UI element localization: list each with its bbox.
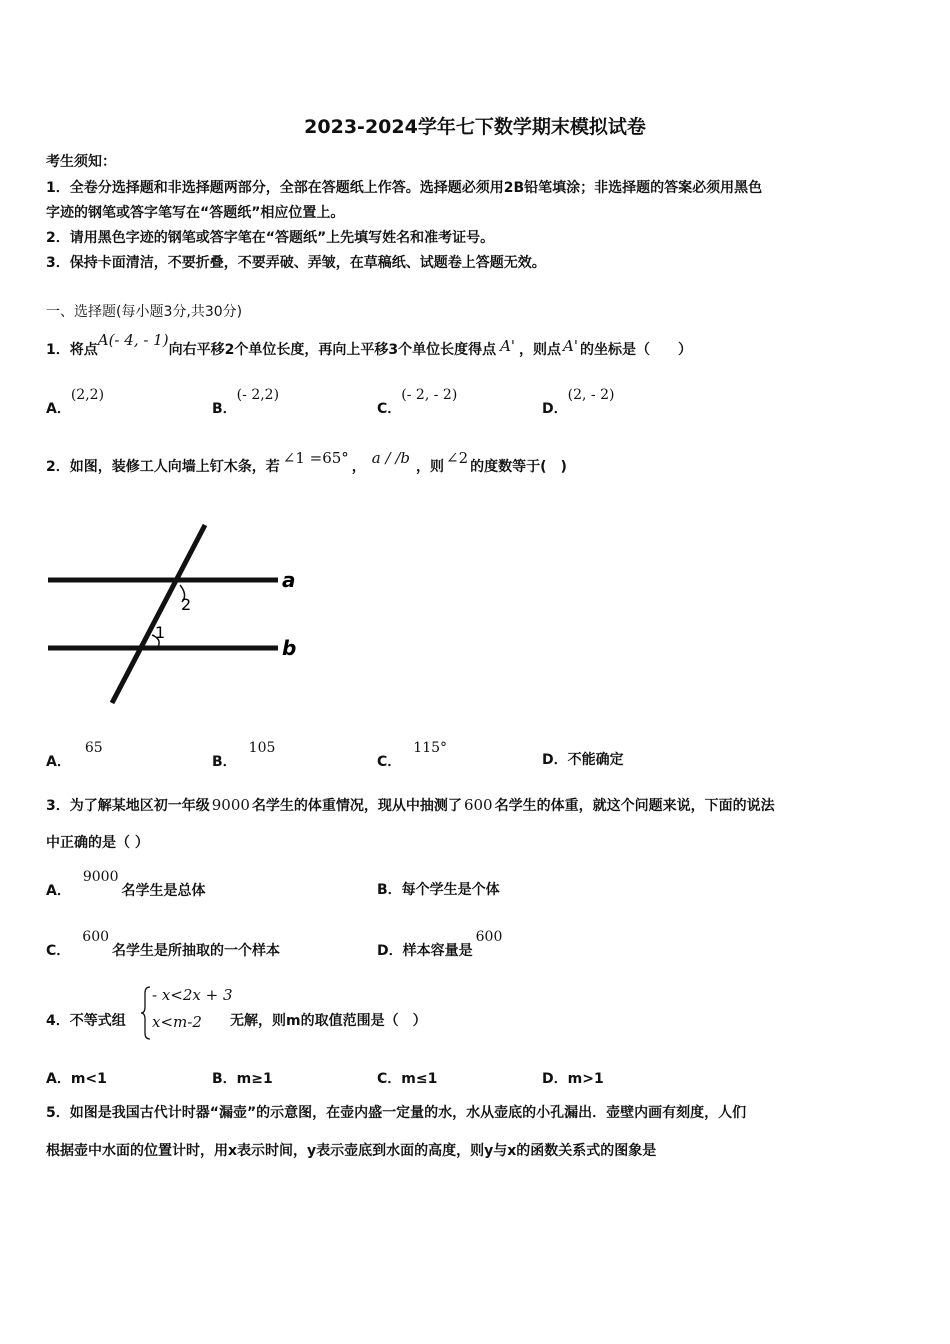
q3-text-2: 名学生的体重情况，现从中抽测了: [251, 798, 462, 814]
q2-text-3: ，则: [416, 459, 444, 475]
q1-option-b[interactable]: B．(- 2,2): [212, 387, 280, 417]
q2-option-b-value: 105: [248, 740, 276, 756]
label-b: b: [282, 636, 297, 660]
q3-line-2: 中正确的是（ ）: [46, 835, 149, 851]
q3-num-600: 600: [463, 796, 493, 814]
q4-option-c[interactable]: C．m≤1: [377, 1071, 438, 1087]
q2-option-d-value: 不能确定: [567, 752, 624, 768]
q4-option-b[interactable]: B．m≥1: [212, 1071, 273, 1087]
q2-option-a[interactable]: A．65: [46, 740, 103, 770]
question-1: [46, 331, 693, 360]
q1-option-a-value: (2,2): [70, 387, 105, 403]
notice-heading: 考生须知：: [46, 154, 116, 170]
q2-option-b[interactable]: B．105: [212, 740, 276, 770]
label-angle-1: 1: [155, 623, 166, 642]
q4-option-d[interactable]: D．m>1: [542, 1071, 604, 1087]
q1-option-d[interactable]: D．(2, - 2): [542, 387, 615, 417]
q2-option-a-value: 65: [84, 740, 103, 756]
q5-line-1: 5．如图是我国古代计时器“漏壶”的示意图，在壶内盛一定量的水，水从壶底的小孔漏出．壶壁内画有刻度，人们: [46, 1105, 747, 1121]
q1-option-c[interactable]: C．(- 2, - 2): [377, 387, 458, 417]
q2-text-1: 2．如图，装修工人向墙上钉木条，若: [46, 459, 280, 475]
q3-option-c[interactable]: C．600名学生是所抽取的一个样本: [46, 929, 281, 959]
q3-option-d[interactable]: D．样本容量是600: [377, 929, 503, 959]
q4-inequality-2: x<m-2: [152, 1013, 202, 1031]
q1-point-a-prime-2: A': [563, 337, 579, 355]
q1-text-1: 1．将点: [46, 342, 98, 358]
q2-angle-1: ∠1 =65°: [282, 449, 349, 467]
q3-option-a[interactable]: A．9000名学生是总体: [46, 869, 206, 899]
q2-angle-2: ∠2: [446, 449, 469, 467]
q1-text-4: 的坐标是（ ）: [580, 342, 693, 358]
q5-line-2: 根据壶中水面的位置计时，用x表示时间，y表示壶底到水面的高度，则y与x的函数关系式的图象是: [46, 1143, 657, 1159]
q1-option-a[interactable]: A．(2,2): [46, 387, 105, 417]
q4-option-a[interactable]: A．m<1: [46, 1071, 107, 1087]
q2-option-d[interactable]: D．不能确定: [542, 752, 624, 768]
q2-parallel: a / /b: [371, 449, 410, 467]
notice-line-2: 2．请用黑色字迹的钢笔或答字笔在“答题纸”上先填写姓名和准考证号。: [46, 230, 495, 246]
q4-text-1: 4．不等式组: [46, 1013, 126, 1029]
q1-text-3: ，则点: [519, 342, 562, 358]
q3-text-3: 名学生的体重，就这个问题来说，下面的说法: [494, 798, 775, 814]
q1-text-2: 向右平移2个单位长度，再向上平移3个单位长度得点: [168, 342, 497, 358]
q4-text-2: 无解，则m的取值范围是（ ）: [230, 1013, 427, 1029]
q4-inequality-1: - x<2x + 3: [152, 986, 233, 1004]
q2-option-c[interactable]: C．115°: [377, 740, 448, 770]
q2-option-c-value: 115°: [413, 740, 448, 756]
question-3: [46, 795, 775, 816]
label-angle-2: 2: [181, 595, 192, 614]
section-heading: 一、选择题(每小题3分,共30分): [46, 304, 243, 320]
q1-option-d-value: (2, - 2): [567, 387, 615, 403]
notice-line-1a: 1．全卷分选择题和非选择题两部分，全部在答题纸上作答。选择题必须用2B铅笔填涂；非选择题的答案必须用黑色: [46, 180, 763, 196]
q3-text-1: 3．为了解某地区初一年级: [46, 798, 210, 814]
parallel-lines-figure: [40, 515, 310, 715]
q2-text-4: 的度数等于( ): [470, 459, 567, 475]
q1-option-b-value: (- 2,2): [236, 387, 280, 403]
q1-point-a-prime: A': [500, 337, 516, 355]
question-2: [46, 449, 567, 477]
q1-option-c-value: (- 2, - 2): [401, 387, 458, 403]
q2-text-2: ，: [351, 459, 366, 475]
label-a: a: [282, 568, 296, 592]
q3-option-b[interactable]: B．每个学生是个体: [377, 882, 500, 898]
page-title: 2023-2024学年七下数学期末模拟试卷: [304, 116, 646, 138]
notice-line-1b: 字迹的钢笔或答字笔写在“答题纸”相应位置上。: [46, 205, 345, 221]
q3-num-9000: 9000: [211, 796, 250, 814]
notice-line-3: 3．保持卡面清洁，不要折叠，不要弄破、弄皱，在草稿纸、试题卷上答题无效。: [46, 255, 546, 271]
q1-point-a: A(- 4, - 1): [97, 331, 169, 349]
transversal-line: [112, 525, 205, 703]
brace-icon: [140, 985, 152, 1041]
